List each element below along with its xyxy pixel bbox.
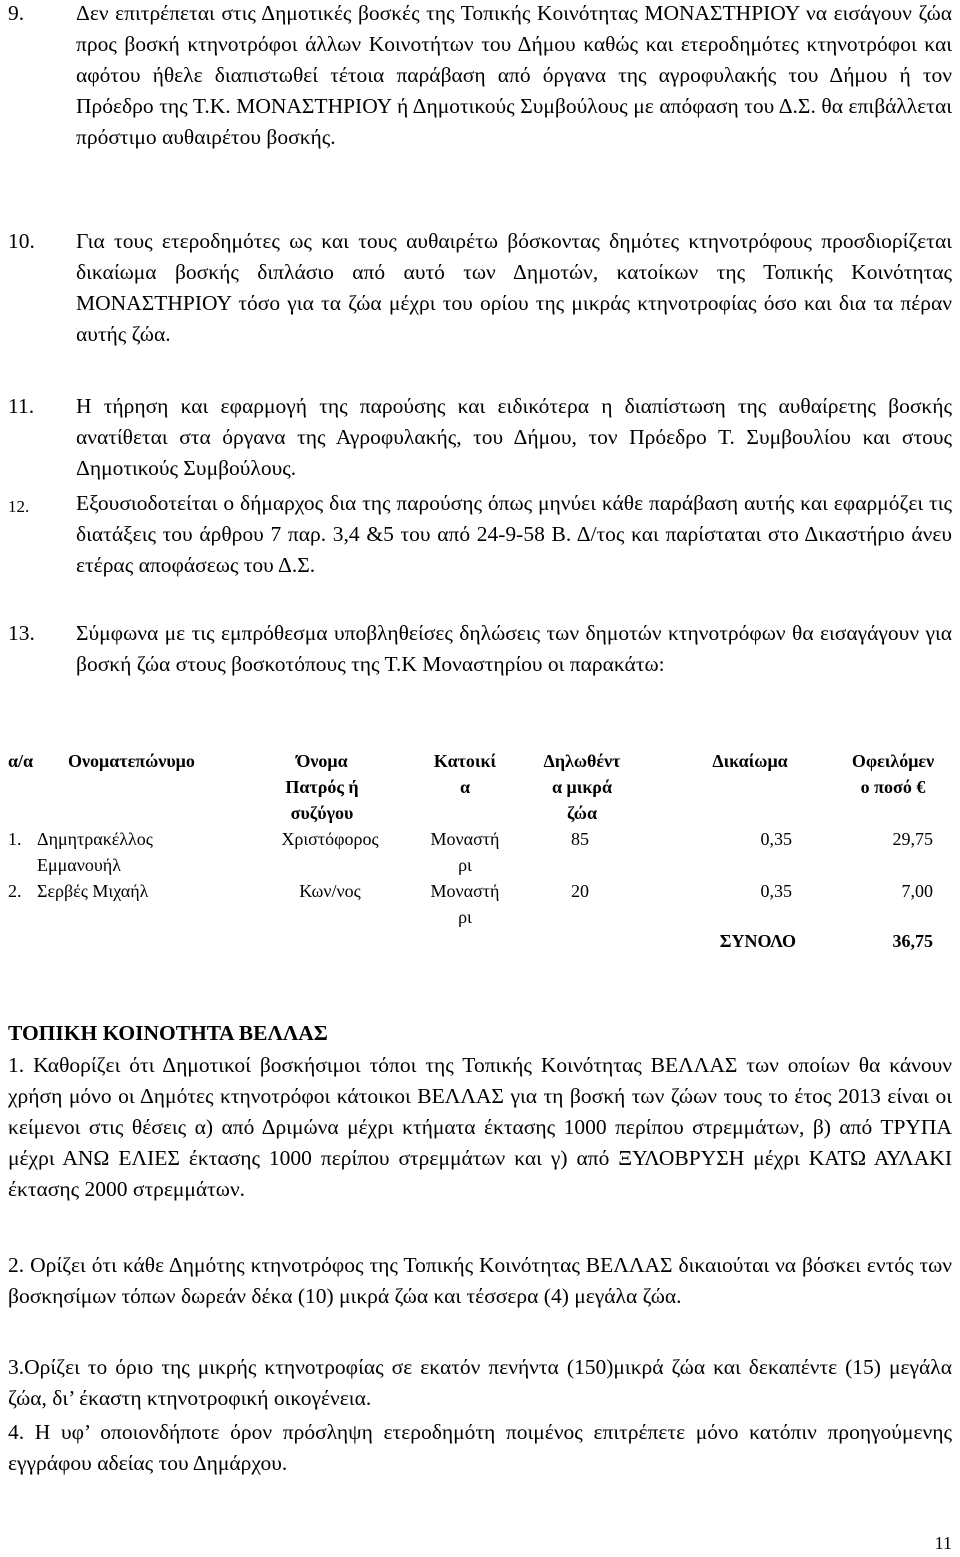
header-declared-line3: ζώα <box>566 803 598 823</box>
row-resident-line2: ρι <box>458 855 472 875</box>
header-father-line2: Πατρός ή <box>285 777 359 797</box>
header-resident-line1: Κατοικί <box>433 751 497 771</box>
header-name: Ονοματεπώνυμο <box>68 751 195 771</box>
section-paragraph-1 <box>8 1050 952 1205</box>
row-name-line1: Σερβές Μιχαήλ <box>37 881 149 901</box>
row-right: 0,35 <box>760 829 792 849</box>
row-name-line1: Δημητρακέλλος <box>37 829 153 849</box>
row-due: 29,75 <box>892 829 933 849</box>
row-resident-line2: ρι <box>458 907 472 927</box>
row-name-line2: Εμμανουήλ <box>37 855 121 875</box>
row-father: Κων/νος <box>299 881 361 901</box>
header-declared-line1: Δηλωθέντ <box>543 751 621 771</box>
paragraph-number: 12. <box>8 497 30 516</box>
row-declared: 85 <box>571 829 589 849</box>
row-aa: 2. <box>8 881 22 901</box>
paragraph-number: 11. <box>8 394 35 418</box>
header-declared-line2: α μικρά <box>551 777 612 797</box>
paragraph-text: 3.Ορίζει το όριο της μικρής κτηνοτροφίας σε εκατόν πενήντα (150)μικρά ζώα και δεκαπέντε (15) μεγάλα ζώα, δι’ έκαστη κτηνοτροφική οικογένεια. <box>8 1355 952 1410</box>
header-father-line1: Όνομα <box>296 751 348 771</box>
paragraph-text: Εξουσιοδοτείται ο δήμαρχος δια της παρούσης όπως μηνύει κάθε παράβαση αυτής και εφαρμόζει τις διατάξεις του άρθρου 7 παρ. 3,4 &5 του από 24-9-58 Β. Δ/τος και παρίσταται στο Δικαστήριο άνευ ετέρας αποφάσεως του Δ.Σ. <box>76 491 952 577</box>
paragraph-text: Σύμφωνα με τις εμπρόθεσμα υποβληθείσες δηλώσεις των δημοτών κτηνοτρόφων θα εισαγάγουν για βοσκή ζώα στους βοσκοτόπους της Τ.Κ Μοναστηρίου οι παρακάτω: <box>76 621 952 676</box>
header-aa: α/α <box>8 751 34 771</box>
paragraph-text: Για τους ετεροδημότες ως και τους αυθαιρέτω βόσκοντας δημότες κτηνοτρόφους προσδιορίζεται δικαίωμα βοσκής διπλάσιο από αυτό των Δημοτών, κατοίκων της Τοπικής Κοινότητας ΜΟΝΑΣΤΗΡΙΟΥ τόσο για τα ζώα μέχρι του ορίου της μικράς κτηνοτροφίας όσο και δια τα πέραν αυτής ζώα. <box>76 229 952 346</box>
paragraph-text: 2. Ορίζει ότι κάθε Δημότης κτηνοτρόφος της Τοπικής Κοινότητας ΒΕΛΛΑΣ δικαιούται να βόσκει εντός των βοσκησίμων τόπων δωρεάν δέκα (10) μικρά ζώα και τέσσερα (4) μεγάλα ζώα. <box>8 1253 952 1308</box>
total-value: 36,75 <box>892 931 933 951</box>
row-declared: 20 <box>571 881 589 901</box>
numbered-paragraph-11 <box>8 391 952 484</box>
paragraph-number: 9. <box>8 1 25 25</box>
section-paragraph-4 <box>8 1417 952 1479</box>
header-right: Δικαίωμα <box>712 751 788 771</box>
header-due-line2: ο ποσό € <box>860 777 926 797</box>
section-title: ΤΟΠΙΚΗ ΚΟΙΝΟΤΗΤΑ ΒΕΛΛΑΣ <box>8 1021 328 1045</box>
row-resident-line1: Μοναστή <box>430 829 500 849</box>
numbered-paragraph-12 <box>8 488 952 581</box>
numbered-paragraph-13 <box>8 618 952 680</box>
paragraph-text: 1. Καθορίζει ότι Δημοτικοί βοσκήσιμοι τόποι της Τοπικής Κοινότητας ΒΕΛΛΑΣ των οποίων θα κάνουν χρήση μόνο οι Δημότες κτηνοτρόφοι κάτοικοι ΒΕΛΛΑΣ για τη βοσκή των ζώων τους το έτος 2013 είναι οι κείμενοι στις θέσεις α) από Δριμώνα μέχρι κτήματα έκτασης 1000 περίπου στρεμμάτων, β) από ΤΡΥΠΑ μέχρι ΑΝΩ ΕΛΙΕΣ έκτασης 1000 περίπου στρεμμάτων και γ) από ΞΥΛΟΒΡΥΣΗ μέχρι ΚΑΤΩ ΑΥΛΑΚΙ έκτασης 2000 στρεμμάτων. <box>8 1053 952 1201</box>
paragraph-number: 13. <box>8 621 35 645</box>
paragraph-text: 4. Η υφ’ οποιονδήποτε όρον πρόσληψη ετεροδημότη ποιμένος επιτρέπετε μόνο κατόπιν προηγούμενης εγγράφου αδείας του Δημάρχου. <box>8 1420 952 1475</box>
paragraph-text: Η τήρηση και εφαρμογή της παρούσης και ειδικότερα η διαπίστωση της αυθαίρετης βοσκής ανατίθεται στα όργανα της Αγροφυλακής, του Δήμου, τον Πρόεδρο Τ. Συμβουλίου και στους Δημοτικούς Συμβούλους. <box>76 394 952 480</box>
row-resident-line1: Μοναστή <box>430 881 500 901</box>
paragraph-number: 10. <box>8 229 35 253</box>
paragraph-text: Δεν επιτρέπεται στις Δημοτικές βοσκές της Τοπικής Κοινότητας ΜΟΝΑΣΤΗΡΙΟΥ να εισάγουν ζώα προς βοσκή κτηνοτρόφοι άλλων Κοινοτήτων του Δήμου καθώς και ετεροδημότες κτηνοτρόφοι και αφότου ήθελε διαπιστωθεί τέτοια παράβαση από όργανα της αγροφυλακής του Δήμου ή τον Πρόεδρο της Τ.Κ. ΜΟΝΑΣΤΗΡΙΟΥ ή Δημοτικούς Συμβούλους με απόφαση του Δ.Σ. θα επιβάλλεται πρόστιμο αυθαιρέτου βοσκής. <box>76 1 952 149</box>
total-label: ΣΥΝΟΛΟ <box>719 931 796 951</box>
page-number: 11 <box>934 1533 952 1553</box>
numbered-paragraph-9 <box>8 0 952 153</box>
row-father: Χριστόφορος <box>281 829 379 849</box>
section-paragraph-2 <box>8 1250 952 1312</box>
numbered-paragraph-10 <box>8 226 952 350</box>
row-due: 7,00 <box>901 881 933 901</box>
header-due-line1: Οφειλόμεν <box>851 751 935 771</box>
header-resident-line2: α <box>459 777 471 797</box>
section-paragraph-3 <box>8 1352 952 1414</box>
row-right: 0,35 <box>760 881 792 901</box>
row-aa: 1. <box>8 829 22 849</box>
header-father-line3: συζύγου <box>290 803 354 823</box>
